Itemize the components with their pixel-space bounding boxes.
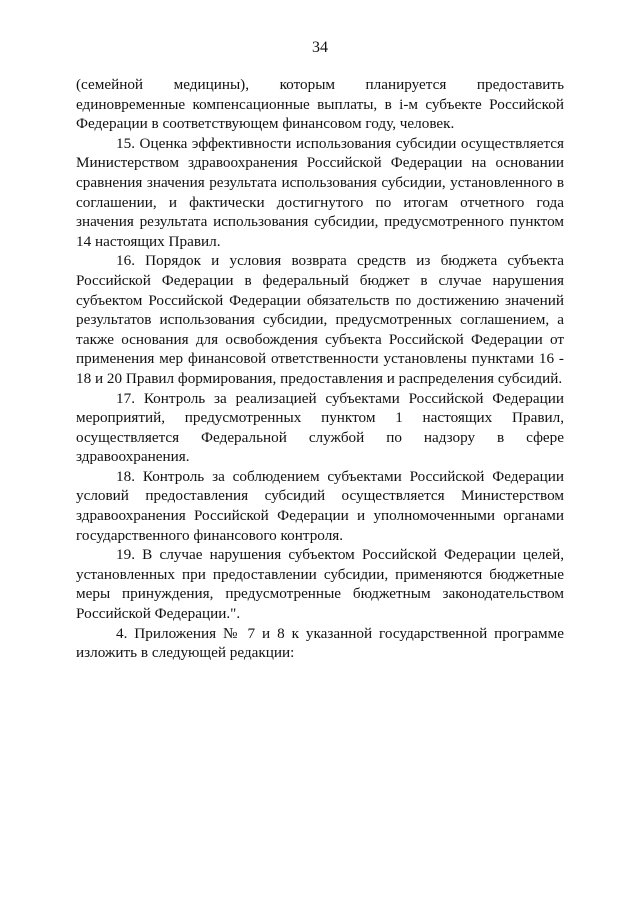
document-body — [76, 75, 564, 663]
paragraph-15: 15. Оценка эффективности использования субсидии осуществляется Министерством здравоохранения Российской Федерации на основании сравнения значения результата использования субсидии, установленного в соглашении, и фактически достигнутого по итогам отчетного года значения результата использования субсидии, предусмотренного пунктом 14 настоящих Правил. — [76, 134, 564, 250]
paragraph-17: 17. Контроль за реализацией субъектами Российской Федерации мероприятий, предусмотренных пунктом 1 настоящих Правил, осуществляется Федеральной службой по надзору в сфере здравоохранения. — [76, 389, 564, 466]
paragraph-18: 18. Контроль за соблюдением субъектами Российской Федерации условий предоставления субсидий осуществляется Министерством здравоохранения Российской Федерации и уполномоченными органами государственного финансового контроля. — [76, 467, 564, 544]
page-number: 34 — [312, 39, 328, 56]
paragraph-19: 19. В случае нарушения субъектом Российской Федерации целей, установленных при предоставлении субсидии, применяются бюджетные меры принуждения, предусмотренные бюджетным законодательством Российской Федерации.". — [76, 546, 564, 623]
paragraph-continuation: (семейной медицины), которым планируется предоставить единовременные компенсационные выплаты, в i-м субъекте Российской Федерации в соответствующем финансовом году, человек. — [76, 76, 564, 133]
paragraph-16: 16. Порядок и условия возврата средств из бюджета субъекта Российской Федерации в федеральный бюджет в случае нарушения субъектом Российской Федерации обязательств по достижению значений результатов использования субсидии, предусмотренных соглашением, а также основания для освобождения субъекта Российской Федерации от применения мер финансовой ответственности установлены пунктами 16 - 18 и 20 Правил формирования, предоставления и распределения субсидий. — [76, 252, 564, 387]
paragraph-item-4: 4. Приложения № 7 и 8 к указанной государственной программе изложить в следующей редакции: — [76, 624, 564, 662]
